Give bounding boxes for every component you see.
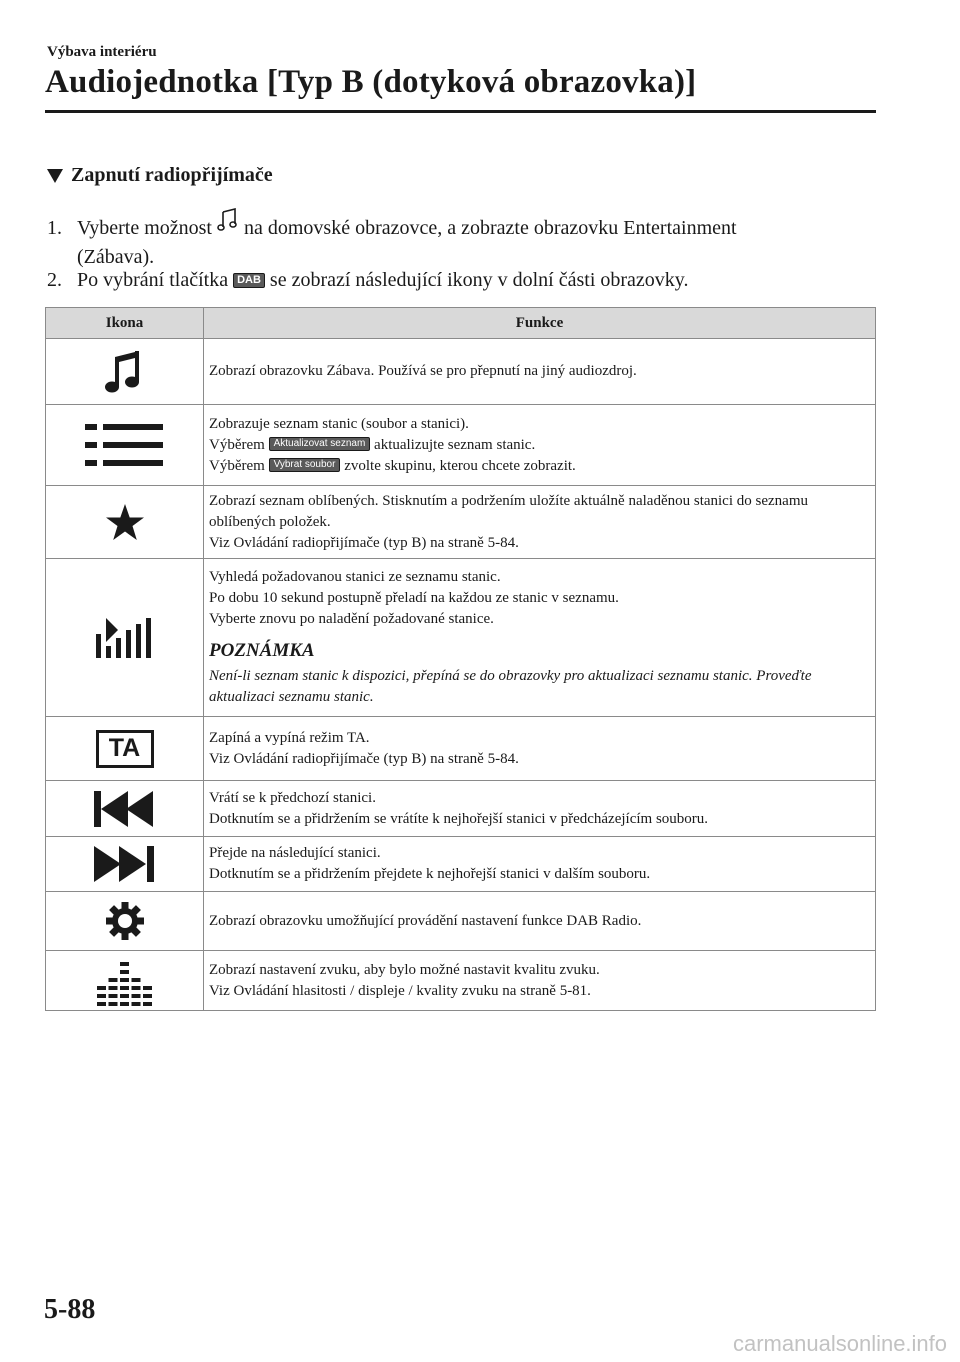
table-header-row: [46, 308, 876, 339]
function-text: Viz Ovládání radiopřijímače (typ B) na straně 5-84.: [209, 750, 519, 767]
equalizer-segment: [143, 994, 152, 998]
previous-track-icon: [94, 791, 156, 827]
equalizer-segment: [120, 962, 129, 966]
scan-icon: [95, 616, 155, 660]
equalizer-segment: [108, 978, 117, 982]
step-number: 1.: [47, 217, 62, 239]
function-text: Zobrazí obrazovku Zábava. Používá se pro přepnutí na jiný audiozdroj.: [209, 363, 637, 379]
equalizer-segment: [131, 986, 140, 990]
icon-cell: [46, 837, 204, 892]
sub-heading-text: Zapnutí radiopřijímače: [71, 164, 273, 186]
equalizer-segment: [120, 986, 129, 990]
function-cell: [204, 951, 876, 1011]
function-text-part: Výběrem: [209, 457, 265, 474]
function-cell: [204, 339, 876, 405]
step-text: Vyberte možnost: [77, 217, 212, 239]
function-text: Vyberte znovu po naladění požadované stanice.: [209, 611, 494, 627]
page-title: Audiojednotka [Typ B (dotyková obrazovka)]: [45, 64, 697, 100]
note-title: POZNÁMKA: [209, 640, 315, 661]
star-icon: [105, 503, 145, 541]
equalizer-segment: [131, 1002, 140, 1006]
column-header-icon: Ikona: [46, 308, 204, 339]
music-note-icon: [105, 348, 145, 396]
equalizer-icon: [97, 956, 153, 1006]
table-row: [46, 559, 876, 717]
equalizer-segment: [131, 994, 140, 998]
step-text: na domovské obrazovce, a zobrazte obrazovku Entertainment: [243, 217, 737, 239]
step-text: se zobrazí následující ikony v dolní části obrazovky.: [269, 269, 689, 291]
function-table: [45, 307, 876, 1011]
equalizer-segment: [120, 970, 129, 974]
function-cell: [204, 781, 876, 837]
table-row: [46, 892, 876, 951]
function-text: Zobrazí seznam oblíbených. Stisknutím a podržením uložíte aktuálně naladěnou stanici do seznamu oblíbených položek.: [209, 492, 808, 530]
update-list-button: Aktualizovat seznam: [269, 437, 371, 451]
step-number: 2.: [47, 269, 62, 291]
select-file-button: Vybrat soubor: [269, 458, 341, 472]
equalizer-segment: [97, 986, 106, 990]
gear-icon: [106, 902, 144, 940]
function-text-part: Výběrem: [209, 436, 265, 453]
function-text: Přejde na následující stanici.: [209, 845, 381, 861]
dab-button: DAB: [233, 273, 265, 288]
function-cell: [204, 559, 876, 717]
ta-icon: [96, 730, 154, 768]
table-row: [46, 837, 876, 892]
equalizer-segment: [108, 1002, 117, 1006]
table-row: [46, 339, 876, 405]
function-text: Zobrazuje seznam stanic (soubor a stanici).: [209, 415, 469, 432]
function-text: Po dobu 10 sekund postupně přeladí na každou ze stanic v seznamu.: [209, 590, 619, 606]
table-row: [46, 486, 876, 559]
step-1: [47, 208, 737, 272]
equalizer-segment: [97, 994, 106, 998]
equalizer-segment: [143, 1002, 152, 1006]
equalizer-segment: [120, 994, 129, 998]
equalizer-segment: [120, 1002, 129, 1006]
function-cell: [204, 892, 876, 951]
note-text: Není-li seznam stanic k dispozici, přepíná se do obrazovky pro aktualizaci seznamu stanic. Proveďte aktualizaci seznamu stanic.: [209, 668, 812, 705]
next-track-icon: [94, 846, 156, 882]
step-text: Po vybrání tlačítka: [77, 269, 229, 291]
ta-icon-label: TA: [108, 734, 141, 762]
sub-heading: [47, 164, 273, 187]
function-text: Vrátí se k předchozí stanici.: [209, 789, 376, 806]
function-text: Viz Ovládání hlasitosti / displeje / kvality zvuku na straně 5-81.: [209, 982, 591, 999]
table-row: [46, 951, 876, 1011]
function-text-part: zvolte skupinu, kterou chcete zobrazit.: [344, 457, 576, 474]
section-label: Výbava interiéru: [47, 44, 157, 60]
function-text: Dotknutím se a přidržením se vrátíte k nejhořejší stanici v předcházejícím souboru.: [209, 810, 709, 827]
table-row: [46, 405, 876, 486]
table-row: [46, 781, 876, 837]
function-cell: [204, 837, 876, 892]
equalizer-segment: [108, 994, 117, 998]
function-text: Viz Ovládání radiopřijímače (typ B) na straně 5-84.: [209, 534, 519, 551]
equalizer-segment: [108, 986, 117, 990]
table-row: [46, 717, 876, 781]
triangle-bullet-icon: [47, 169, 63, 183]
icon-cell: [46, 892, 204, 951]
equalizer-segment: [97, 1002, 106, 1006]
equalizer-segment: [120, 978, 129, 982]
icon-cell: [46, 559, 204, 717]
function-cell: [204, 405, 876, 486]
step-2: [47, 266, 689, 295]
function-cell: [204, 717, 876, 781]
equalizer-segment: [143, 986, 152, 990]
step-continuation: (Zábava).: [77, 246, 155, 268]
function-text: Dotknutím se a přidržením přejdete k nejhořejší stanici v dalším souboru.: [209, 866, 651, 882]
title-divider: [45, 110, 876, 113]
function-text: [209, 435, 869, 456]
icon-cell: [46, 781, 204, 837]
function-text-part: aktualizujte seznam stanic.: [374, 436, 536, 453]
function-text: Zobrazí nastavení zvuku, aby bylo možné nastavit kvalitu zvuku.: [209, 961, 600, 978]
equalizer-segment: [131, 978, 140, 982]
icon-cell: [46, 717, 204, 781]
music-note-icon: [217, 208, 239, 232]
icon-cell: [46, 486, 204, 559]
page-number: 5-88: [44, 1294, 96, 1325]
function-text: [209, 456, 869, 477]
icon-cell: [46, 405, 204, 486]
function-cell: [204, 486, 876, 559]
function-text: Vyhledá požadovanou stanici ze seznamu stanic.: [209, 569, 501, 585]
function-text: Zobrazí obrazovku umožňující provádění nastavení funkce DAB Radio.: [209, 912, 642, 929]
list-icon: [85, 422, 165, 468]
function-text: Zapíná a vypíná režim TA.: [209, 729, 370, 746]
watermark: carmanualsonline.info: [733, 1331, 948, 1356]
icon-cell: [46, 951, 204, 1011]
icon-cell: [46, 339, 204, 405]
column-header-function: Funkce: [204, 308, 876, 339]
